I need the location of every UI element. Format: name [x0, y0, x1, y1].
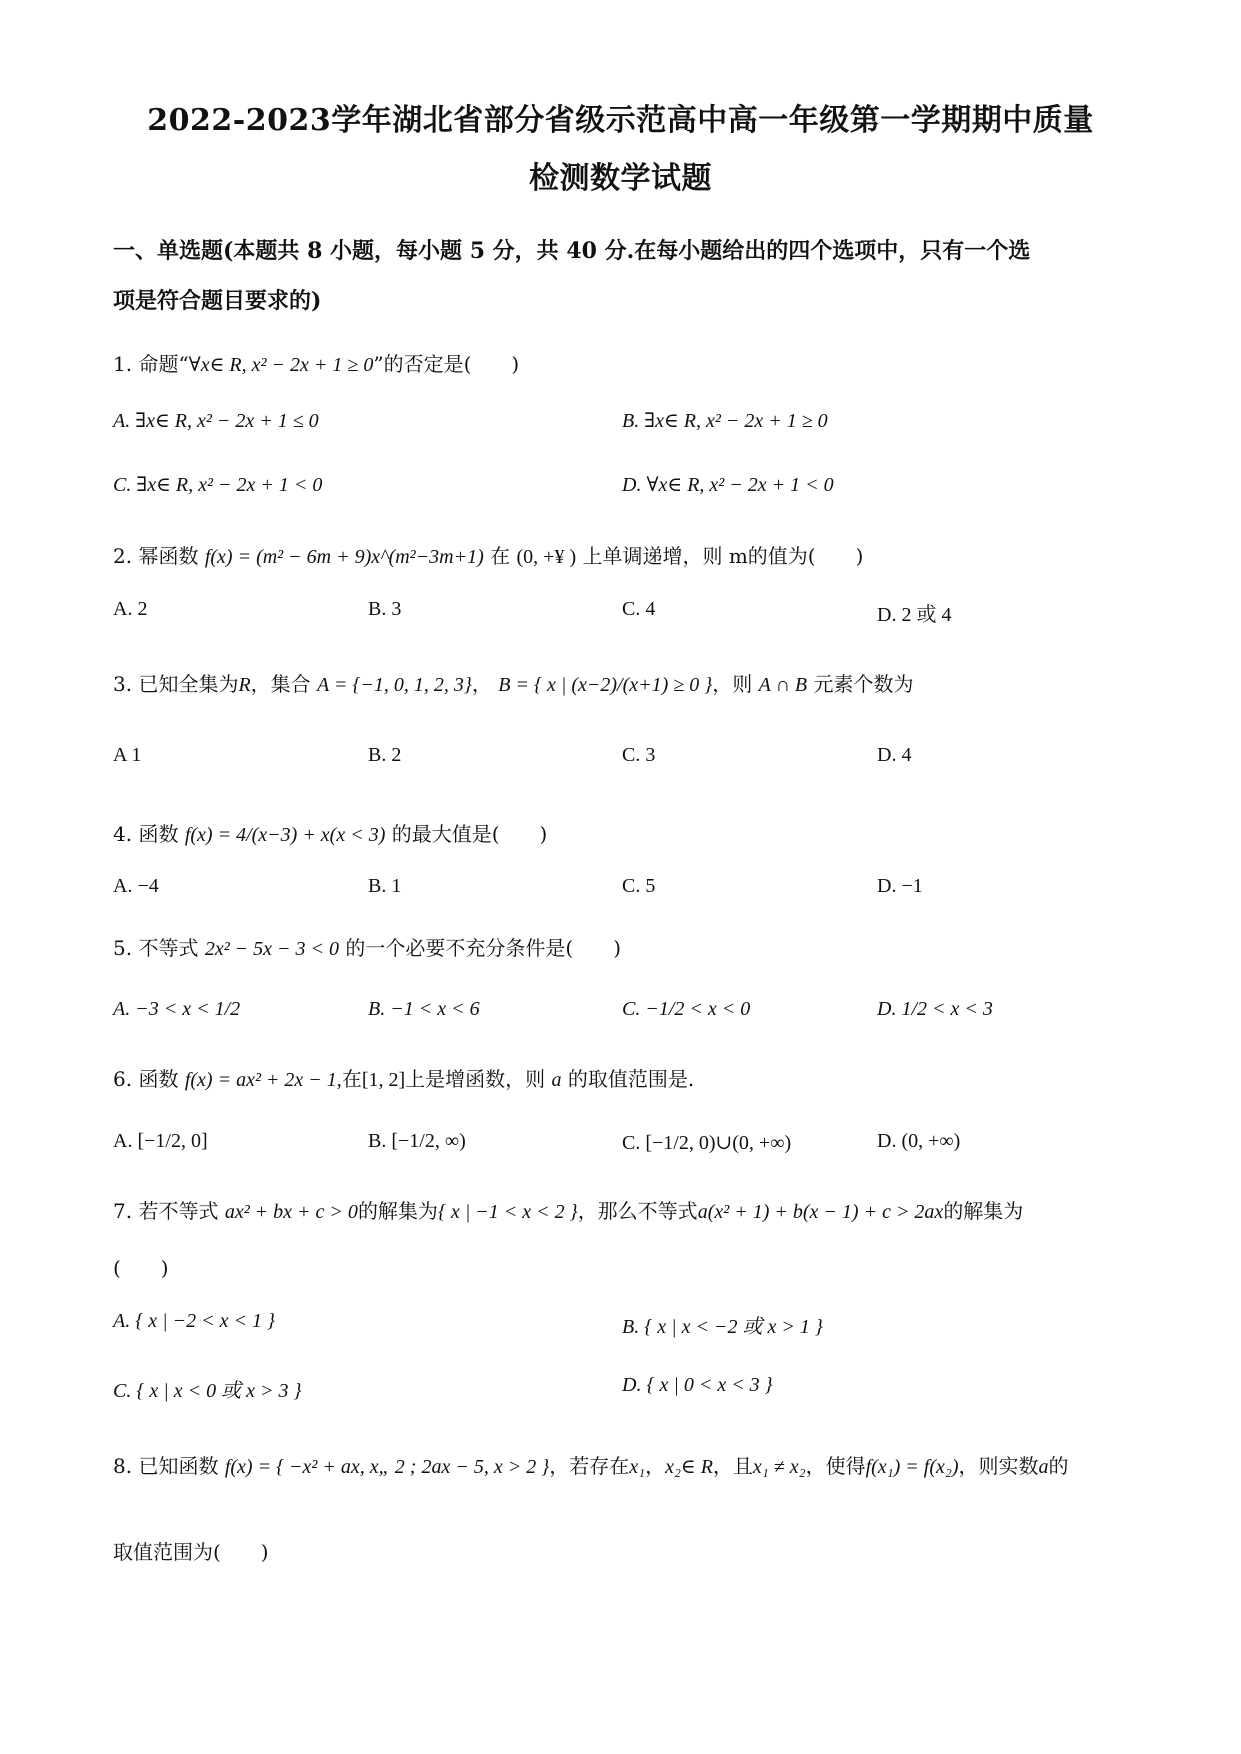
q3-option-a: A 1 [113, 744, 142, 766]
q7-inequality: a(x² + 1) + b(x − 1) + c > 2ax [697, 1201, 944, 1223]
q3-mid2: ， [471, 672, 492, 696]
q6-prefix: 6. 函数 [113, 1067, 179, 1091]
q2-formula: f(x) = (m² − 6m + 9)x^(m²−3m+1) [204, 546, 484, 568]
q8-mid2: ， [645, 1454, 666, 1478]
q7-option-c: C. { x | x < 0 或 x > 3 } [113, 1380, 302, 1402]
q8-mid5: ，则实数 [958, 1454, 1039, 1478]
q7-set: { x | −1 < x < 2 } [437, 1201, 578, 1223]
q4-option-b: B. 1 [368, 875, 402, 897]
q5-suffix: 的一个必要不充分条件是( ) [345, 936, 622, 960]
q3-option-d: D. 4 [877, 744, 912, 766]
q8-eq: f(x₁) = f(x₂) [865, 1456, 959, 1478]
q3-prefix: 3. 已知全集为 [113, 672, 239, 696]
q4-suffix: 的最大值是( ) [391, 822, 548, 846]
q7-option-a: A. { x | −2 < x < 1 } [113, 1310, 275, 1332]
q7-suffix: 的解集为 [943, 1199, 1024, 1223]
q2-prefix: 2. 幂函数 [113, 544, 199, 568]
q3-intersection: A ∩ B [758, 674, 808, 696]
q1-option-d: D. ∀x∈ R, x² − 2x + 1 < 0 [622, 474, 834, 496]
q4-option-d: D. −1 [877, 875, 923, 897]
q8-var: a [1038, 1456, 1049, 1478]
q7-prefix: 7. 若不等式 [113, 1199, 219, 1223]
q6-interval: [1, 2] [361, 1069, 406, 1091]
q2-option-a: A. 2 [113, 598, 148, 620]
q7-option-b: B. { x | x < −2 或 x > 1 } [622, 1316, 823, 1338]
q1-option-b: B. ∃x∈ R, x² − 2x + 1 ≥ 0 [622, 410, 828, 432]
q5-option-d: D. 1/2 < x < 3 [877, 998, 993, 1020]
q2-option-b: B. 3 [368, 598, 402, 620]
q3-set-r: R [238, 674, 251, 696]
q2-mid: 在 [490, 544, 511, 568]
q2-suffix: 上单调递增，则 m的值为( ) [582, 544, 864, 568]
q5-option-a: A. −3 < x < 1/2 [113, 998, 241, 1020]
q6-option-b: B. [−1/2, ∞) [368, 1130, 466, 1152]
q8-x2: x₂∈ R [665, 1456, 713, 1478]
q8-line2: 取值范围为( ) [113, 1540, 269, 1564]
q3-mid1: ，集合 [250, 672, 311, 696]
exam-title-line2: 检测数学试题 [529, 161, 712, 196]
question-7 [113, 1195, 1143, 1224]
q3-suffix: ，则 [712, 672, 753, 696]
q4-option-a: A. −4 [113, 875, 159, 897]
q6-end: 的取值范围是. [567, 1067, 695, 1091]
q8-formula: f(x) = { −x² + ax, x„ 2 ; 2ax − 5, x > 2 } [224, 1456, 550, 1478]
q7-option-d: D. { x | 0 < x < 3 } [622, 1374, 773, 1396]
q4-prefix: 4. 函数 [113, 822, 179, 846]
q3-end: 元素个数为 [813, 672, 914, 696]
q8-neq: x₁ ≠ x₂ [752, 1456, 806, 1478]
q7-answer-paren: ( ) [113, 1256, 169, 1280]
q6-option-a: A. [−1/2, 0] [113, 1130, 208, 1152]
q6-option-d: D. (0, +∞) [877, 1130, 961, 1152]
q6-mid: 在 [341, 1067, 362, 1091]
q8-mid4: ，使得 [805, 1454, 866, 1478]
q2-option-d: D. 2 或 4 [877, 604, 952, 626]
q6-suffix: 上是增函数，则 [405, 1067, 546, 1091]
q8-x1: x₁ [629, 1456, 646, 1478]
q8-mid3: ，且 [712, 1454, 753, 1478]
question-1 [113, 348, 1143, 377]
q3-set-b: B = { x | (x−2)/(x+1) ≥ 0 } [498, 674, 713, 696]
question-4 [113, 818, 1143, 847]
q7-mid2: ，那么不等式 [577, 1199, 698, 1223]
q7-mid: 的解集为 [357, 1199, 438, 1223]
exam-title-line1: 2022-2023学年湖北省部分省级示范高中高一年级第一学期期中质量 [147, 103, 1094, 138]
q5-option-b: B. −1 < x < 6 [368, 998, 480, 1020]
q1-prefix: 1. 命题“ [113, 352, 189, 376]
q8-end: 的 [1048, 1454, 1069, 1478]
q8-prefix: 8. 已知函数 [113, 1454, 219, 1478]
q6-formula: f(x) = ax² + 2x − 1, [184, 1069, 342, 1091]
q8-mid1: ，若存在 [549, 1454, 630, 1478]
section-heading-line1: 一、单选题(本题共 8 小题，每小题 5 分，共 40 分.在每小题给出的四个选项中，只有一个选 [113, 238, 1031, 264]
question-3 [113, 668, 1143, 697]
q4-formula: f(x) = 4/(x−3) + x(x < 3) [184, 824, 386, 846]
q5-formula: 2x² − 5x − 3 < 0 [204, 938, 340, 960]
question-8 [113, 1450, 1143, 1479]
q6-var: a [551, 1069, 562, 1091]
q5-option-c: C. −1/2 < x < 0 [622, 998, 751, 1020]
question-6 [113, 1063, 1143, 1092]
q6-option-c: C. [−1/2, 0)∪(0, +∞) [622, 1132, 792, 1154]
q1-option-c: C. ∃x∈ R, x² − 2x + 1 < 0 [113, 474, 323, 496]
q4-option-c: C. 5 [622, 875, 656, 897]
q1-suffix: ”的否定是( ) [373, 352, 520, 376]
q3-set-a: A = {−1, 0, 1, 2, 3} [317, 674, 472, 696]
question-2 [113, 540, 1143, 569]
q1-formula: ∀x∈ R, x² − 2x + 1 ≥ 0 [188, 354, 374, 376]
q2-option-c: C. 4 [622, 598, 656, 620]
section-heading-line2: 项是符合题目要求的) [113, 288, 322, 314]
q3-option-c: C. 3 [622, 744, 656, 766]
question-5 [113, 932, 1143, 961]
q3-option-b: B. 2 [368, 744, 402, 766]
q7-formula: ax² + bx + c > 0 [224, 1201, 358, 1223]
q1-option-a: A. ∃x∈ R, x² − 2x + 1 ≤ 0 [113, 410, 319, 432]
q2-interval: (0, +¥ ) [516, 546, 577, 568]
q5-prefix: 5. 不等式 [113, 936, 199, 960]
